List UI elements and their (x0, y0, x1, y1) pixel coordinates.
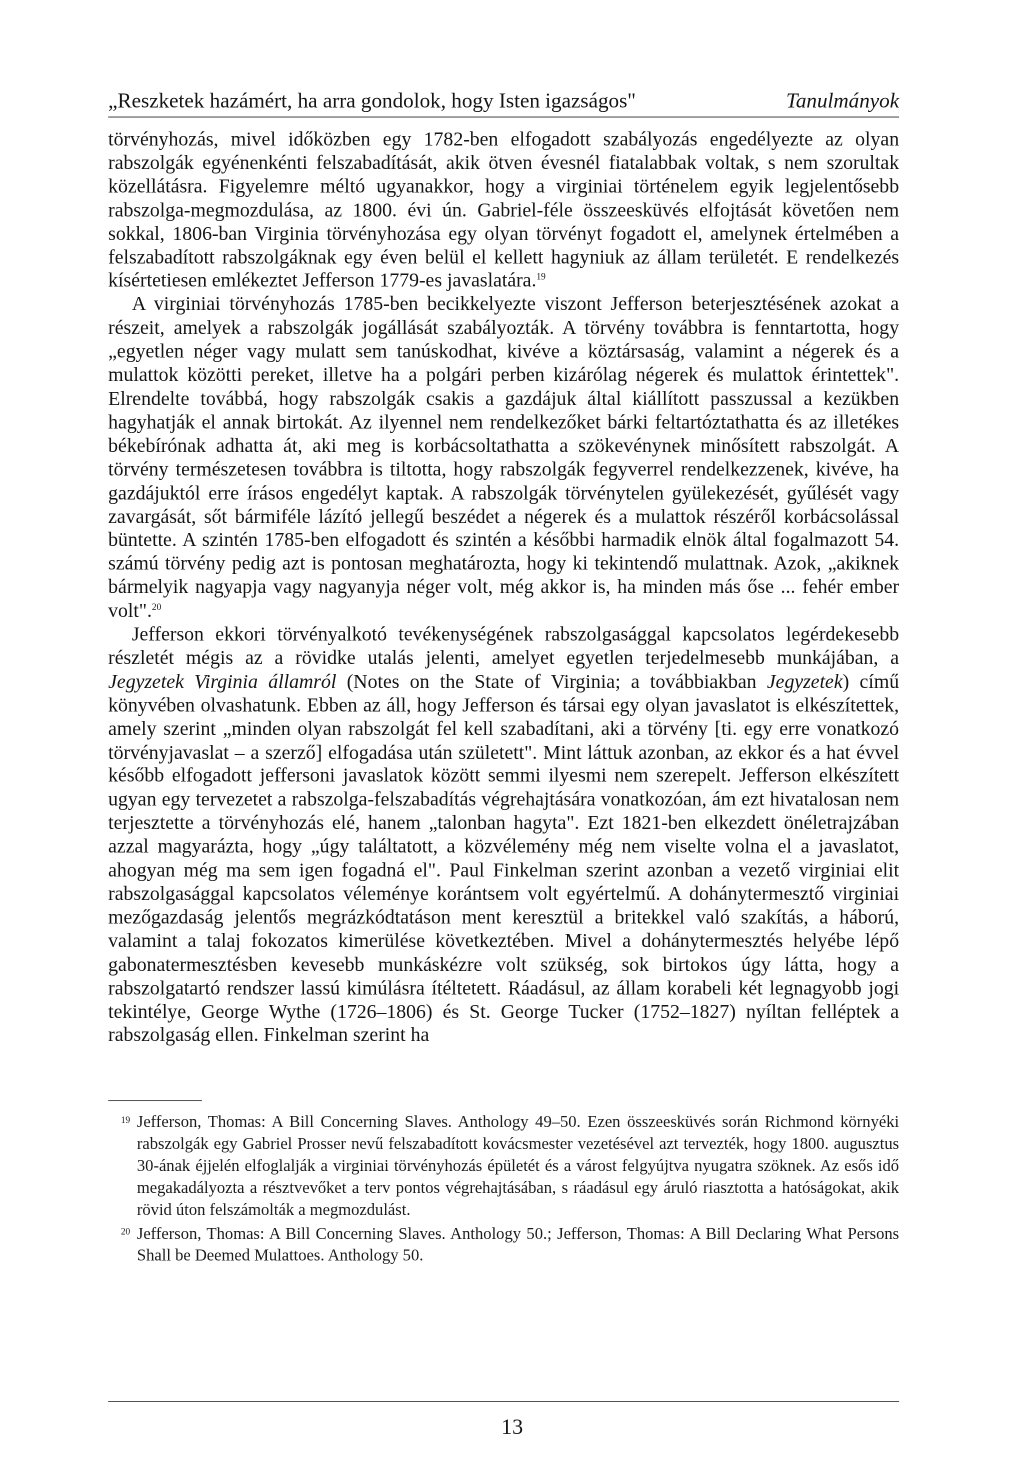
footnote (108, 1224, 899, 1268)
paragraph-text: törvényhozás, mivel időközben egy 1782-ben elfogadott szabályozás engedélyezte az olyan rabszolgák egyénenkénti felszabadítását, akik ötven évesnél fiatalabbak voltak, s nem szorultak közellátásra. Figyelemre méltó ugyanakkor, hogy a virginiai történelem egyik legjelentősebb rabszolga-megmozdulása, az 1800. évi ún. Gabriel-féle összeesküvés elfojtását követően nem sokkal, 1806-ban Virginia törvényhozása egy olyan törvényt fogadott el, amelynek értelmében a felszabadított rabszolgáknak egy éven belül el kellett hagyniuk az állam területét. E rendelkezés kísértetiesen emlékeztet Jefferson 1779-es javaslatára. (108, 128, 900, 292)
footnote-separator (108, 1100, 202, 1101)
paragraph-text: Jefferson ekkori törvényalkotó tevékenységének rabszolgasággal kapcsolatos legérdekesebb részletét mégis az a rövidke utalás jelenti, amelyet egyetlen terjedelmesebb munkájában, a (108, 623, 900, 670)
body-text (108, 128, 899, 1048)
running-title: „Reszketek hazámért, ha arra gondolok, hogy Isten igazságos" (108, 89, 636, 113)
book-title: Jegyzetek Virginia államról (108, 670, 337, 693)
bottom-rule (108, 1401, 899, 1402)
page-number: 13 (501, 1414, 524, 1440)
footnote (108, 1112, 899, 1222)
footnote-text: Jefferson, Thomas: A Bill Concerning Slaves. Anthology 49–50. Ezen összeesküvés során Richmond környéki rabszolgák egy Gabriel Prosser nevű felszabadított kovácsmester vezetésével azt tervezték, hogy 1800. augusztus 30-ának éjjelén elfoglalják a virginiai törvényhozás épületét és a várost felgyújtva nyugatra szöknek. Az esős idő megakadályozta a résztvevőket a terv pontos végrehajtásában, s ráadásul egy áruló riasztotta a hatóságokat, akik rövid úton felszámolták a megmozdulást. (136, 1113, 900, 1220)
paragraph-text: (Notes on the State of Virginia; a továbbiakban (336, 670, 767, 693)
footnote-number: 20 (120, 1226, 131, 1238)
footnote-ref[interactable]: 19 (536, 272, 546, 283)
section-label: Tanulmányok (786, 89, 900, 113)
footnote-number: 19 (120, 1115, 131, 1126)
footnote-ref[interactable]: 20 (151, 602, 162, 613)
footnotes (108, 1112, 899, 1269)
paragraph (108, 128, 899, 293)
paragraph-text: ) című könyvében olvashatunk. Ebben az áll, hogy Jefferson és társai egy olyan javaslatot is elkészítettek, amely szerint „minden olyan rabszolgát fel kell szabadítani, aki a törvény [ti. egy erre vonatkozó törvényjavaslat – a szerző] elfogadása után született". Mint láttuk azonban, az ekkor és a hat évvel később elfogadott jeffersoni javaslatok között semmi ilyesmi nem szerepelt. Jefferson elkészített ugyan egy tervezetet a rabszolga-felszabadítás végrehajtására vonatkozóan, ám ezt hivatalosan nem terjesztette a törvényhozás elé, hanem „talonban hagyta". Ezt 1821-ben elkezdett önéletrajzában azzal magyarázta, hogy „úgy találtatott, a közvélemény még nem viselte volna el a javaslatot, ahogyan még ma sem igen fogadná el". Paul Finkelman szerint azonban a vezető virginiai elit rabszolgasággal kapcsolatos véleménye korántsem volt egyértelmű. A dohánytermesztő virginiai mezőgazdaság jelentős megrázkódtatáson ment keresztül a britekkel való szakítás, a háború, valamint a talaj fokozatos kimerülése következtében. Mivel a dohánytermesztés helyébe lépő gabonatermesztésben kevesebb munkáskézre volt szükség, sok birtokos úgy látta, hogy a rabszolgatartó rendszer lassú kimúlásra ítéltetett. Ráadásul, az állam korabeli két legnagyobb jogi tekintélye, George Wythe (1726–1806) és St. George Tucker (1752–1827) nyíltan felléptek a rabszolgaság ellen. Finkelman szerint ha (108, 670, 900, 1047)
paragraph (108, 294, 899, 624)
running-header (108, 90, 899, 118)
book-short-title: Jegyzetek (766, 670, 843, 693)
paragraph (108, 624, 899, 1048)
footnote-text: Jefferson, Thomas: A Bill Concerning Slaves. Anthology 50.; Jefferson, Thomas: A Bill Declaring What Persons Shall be Deemed Mulattoes. Anthology 50. (136, 1225, 900, 1265)
paragraph-text: A virginiai törvényhozás 1785-ben becikkelyezte viszont Jefferson beterjesztésének azokat a részeit, amelyek a rabszolgák jogállását szabályozták. A törvény továbbra is fenntartotta, hogy „egyetlen néger vagy mulatt sem tanúskodhat, kivéve a köztársaság, valamint a négerek és a mulattok közötti pereket, illetve ha a polgári perben kizárólag négerek és mulattok érintettek". Elrendelte továbbá, hogy rabszolgák csakis a gazdájuk által kiállított passzussal a kezükben hagyhatják el annak birtokát. Az ilyennel nem rendelkezőket bárki feltartóztathatta és az illetékes békebírónak adhatta át, aki meg is korbácsoltathatta a szökevénynek minősített rabszolgát. A törvény természetesen továbbra is tiltotta, hogy rabszolgák fegyverrel rendelkezzenek, kivéve, ha gazdájuktól erre írásos engedélyt kaptak. A rabszolgák törvénytelen gyülekezését, gyűlését vagy zavargását, sőt bármiféle lázító jellegű beszédet a négerek és a mulattok részéről korbácsolással büntette. A szintén 1785-ben elfogadott és szintén a későbbi harmadik elnök által fogalmazott 54. számú törvény pedig azt is pontosan meghatározta, hogy ki tekintendő mulattnak. Azok, „akiknek bármelyik nagyapja vagy nagyanyja néger volt, még akkor is, ha minden más őse ... fehér ember volt". (108, 293, 900, 623)
